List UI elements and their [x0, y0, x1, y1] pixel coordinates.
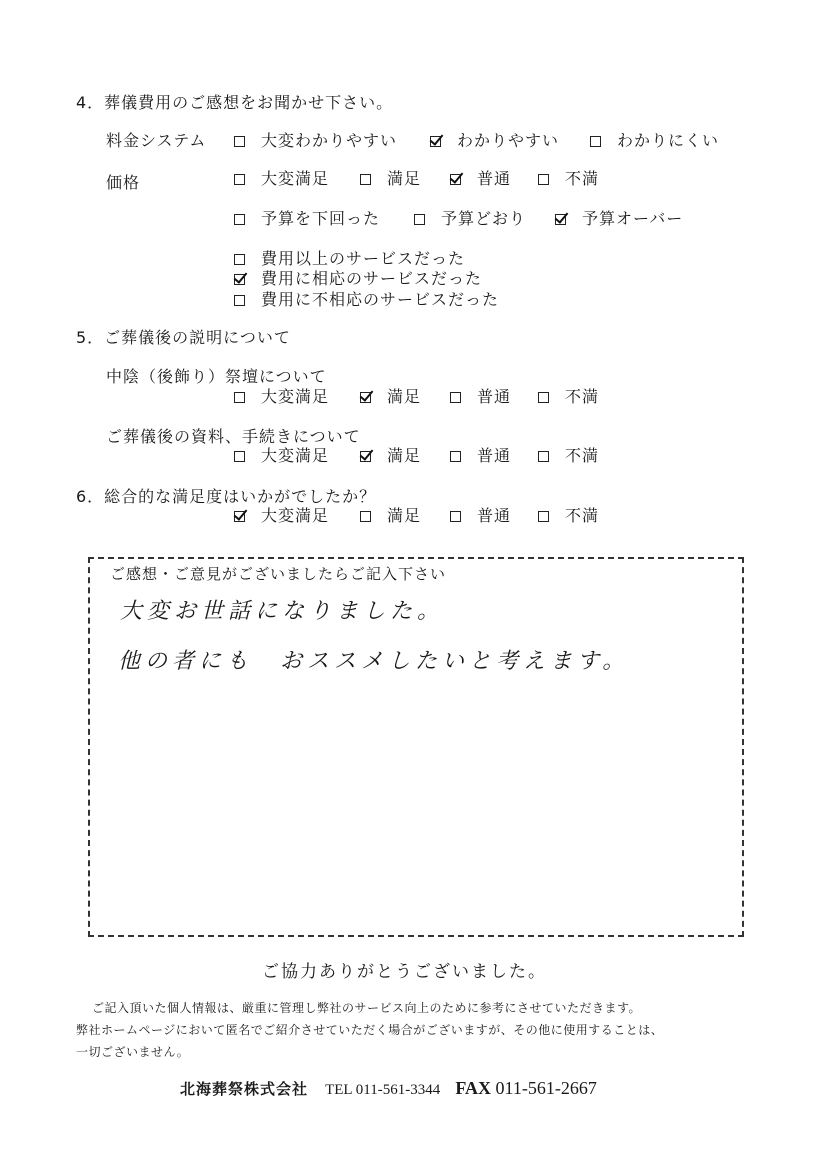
company-name: 北海葬祭株式会社 — [180, 1080, 309, 1098]
handwritten-comment-line-1: 大変お世話になりました。 — [120, 599, 445, 624]
overall-option-1[interactable]: 大変満足 — [234, 503, 329, 526]
checkbox-icon[interactable] — [590, 136, 601, 147]
overall-option-2[interactable]: 満足 — [360, 503, 421, 526]
fax-number: 011-561-2667 — [495, 1078, 597, 1098]
checked-checkbox-icon[interactable] — [360, 451, 371, 462]
checkbox-icon[interactable] — [234, 214, 245, 225]
service-value-option-2[interactable]: 費用に相応のサービスだった — [234, 266, 482, 289]
checkbox-icon[interactable] — [538, 511, 549, 522]
checked-checkbox-icon[interactable] — [234, 274, 245, 285]
thank-you-message: ご協力ありがとうございました。 — [262, 962, 547, 982]
checked-checkbox-icon[interactable] — [430, 136, 441, 147]
documents-option-1[interactable]: 大変満足 — [234, 443, 329, 466]
checkbox-icon[interactable] — [234, 295, 245, 306]
service-value-option-3[interactable]: 費用に不相応のサービスだった — [234, 287, 499, 310]
documents-option-4[interactable]: 不満 — [538, 443, 599, 466]
price-label: 価格 — [106, 173, 141, 192]
tel-number: TEL 011-561-3344 — [325, 1082, 441, 1098]
altar-option-4[interactable]: 不満 — [538, 384, 599, 407]
altar-option-2[interactable]: 満足 — [360, 384, 421, 407]
price-option-3[interactable]: 普通 — [450, 166, 511, 189]
checkbox-icon[interactable] — [450, 451, 461, 462]
overall-option-4[interactable]: 不満 — [538, 503, 599, 526]
checkbox-icon[interactable] — [450, 511, 461, 522]
documents-label: ご葬儀後の資料、手続きについて — [106, 427, 361, 446]
budget-option-1[interactable]: 予算を下回った — [234, 206, 380, 229]
checkbox-icon[interactable] — [450, 392, 461, 403]
checkbox-icon[interactable] — [538, 392, 549, 403]
fee-system-option-1[interactable]: 大変わかりやすい — [234, 128, 397, 151]
price-option-4[interactable]: 不満 — [538, 166, 599, 189]
budget-option-2[interactable]: 予算どおり — [414, 206, 526, 229]
comment-prompt: ご感想・ご意見がございましたらご記入下さい — [110, 565, 447, 583]
checked-checkbox-icon[interactable] — [360, 392, 371, 403]
altar-option-3[interactable]: 普通 — [450, 384, 511, 407]
fee-system-label: 料金システム — [106, 131, 207, 150]
overall-option-3[interactable]: 普通 — [450, 503, 511, 526]
footer — [180, 1078, 597, 1099]
question-6-title: 6．総合的な満足度はいかがでしたか？ — [76, 487, 377, 506]
checkbox-icon[interactable] — [234, 174, 245, 185]
fee-system-option-3[interactable]: わかりにくい — [590, 128, 719, 151]
checked-checkbox-icon[interactable] — [555, 214, 566, 225]
altar-option-1[interactable]: 大変満足 — [234, 384, 329, 407]
service-value-option-1[interactable]: 費用以上のサービスだった — [234, 246, 465, 269]
checked-checkbox-icon[interactable] — [450, 174, 461, 185]
fax-label: FAX — [455, 1078, 491, 1098]
budget-option-3[interactable]: 予算オーバー — [555, 206, 683, 229]
checked-checkbox-icon[interactable] — [234, 511, 245, 522]
privacy-note-line-3: 一切ございません。 — [76, 1045, 190, 1059]
question-4-title: 4．葬儀費用のご感想をお聞かせ下さい。 — [76, 93, 394, 112]
price-option-1[interactable]: 大変満足 — [234, 166, 329, 189]
handwritten-comment-line-2: 他の者にも おススメしたいと考えます。 — [118, 649, 630, 674]
price-option-2[interactable]: 満足 — [360, 166, 421, 189]
documents-option-3[interactable]: 普通 — [450, 443, 511, 466]
fee-system-option-2[interactable]: わかりやすい — [430, 128, 559, 151]
checkbox-icon[interactable] — [234, 254, 245, 265]
privacy-note-line-1: ご記入頂いた個人情報は、厳重に管理し弊社のサービス向上のために参考にさせていただきます。 — [92, 1001, 642, 1015]
checkbox-icon[interactable] — [234, 451, 245, 462]
checkbox-icon[interactable] — [234, 136, 245, 147]
checkbox-icon[interactable] — [360, 511, 371, 522]
documents-option-2[interactable]: 満足 — [360, 443, 421, 466]
checkbox-icon[interactable] — [538, 451, 549, 462]
checkbox-icon[interactable] — [414, 214, 425, 225]
altar-label: 中陰（後飾り）祭壇について — [106, 367, 327, 386]
checkbox-icon[interactable] — [360, 174, 371, 185]
question-5-title: 5．ご葬儀後の説明について — [76, 328, 291, 347]
privacy-note-line-2: 弊社ホームページにおいて匿名でご紹介させていただく場合がございますが、その他に使用することは、 — [76, 1023, 664, 1037]
checkbox-icon[interactable] — [538, 174, 549, 185]
checkbox-icon[interactable] — [234, 392, 245, 403]
